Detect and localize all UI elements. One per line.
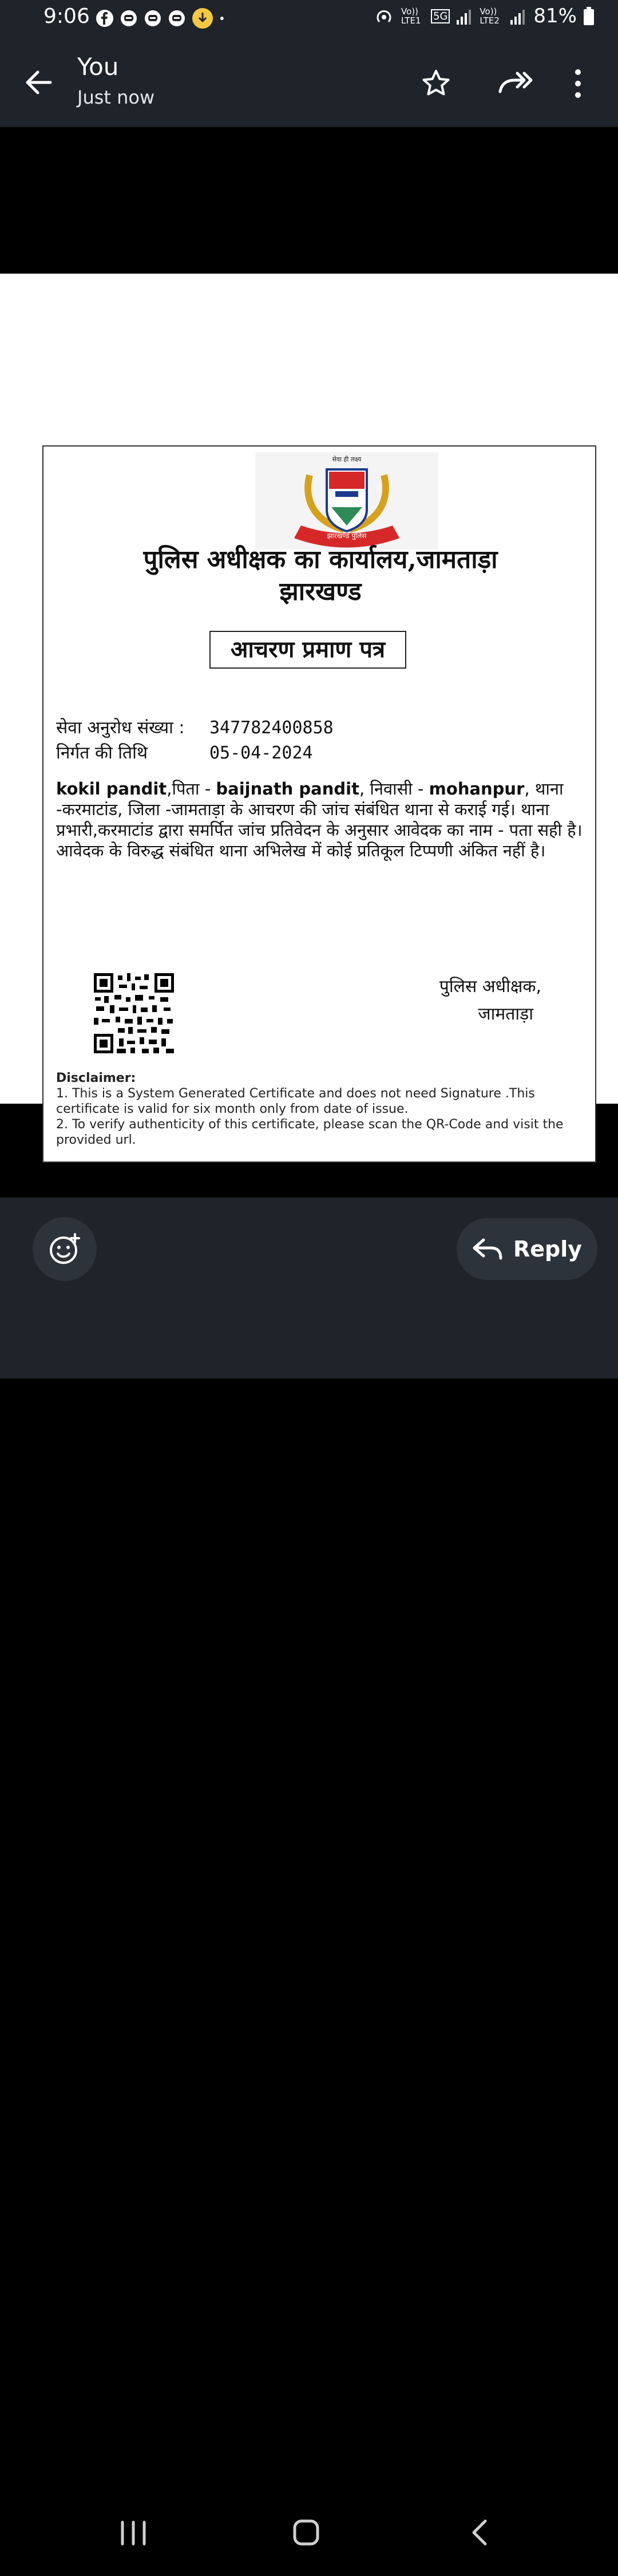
chat-bubble-icon <box>143 9 163 28</box>
father-name: baijnath pandit <box>216 779 359 799</box>
disclaimer-item-2: 2. To verify authenticity of this certificate, please scan the QR-Code and visit the provided url. <box>56 1117 564 1147</box>
recent-apps-icon[interactable] <box>113 2515 153 2550</box>
disclaimer-title: Disclaimer: <box>56 1071 136 1085</box>
star-icon[interactable] <box>419 66 453 101</box>
reply-icon <box>472 1236 504 1262</box>
back-nav-icon[interactable] <box>460 2515 500 2550</box>
jharkhand-police-emblem <box>255 452 438 550</box>
signatory-title: पुलिस अधीक्षक, <box>439 977 541 997</box>
body-rest: , थाना -करमाटांड, जिला -जामताड़ा के आचरण की जांच संबंधित थाना से कराई गई। थाना प्रभारी,करमाटांड द्वारा समर्पित जांच प्रतिवेदन के अनुसार आवेदक का नाम - पता सही है। आवेदक के विरुद्ध संबंधित थाना अभिलेख में कोई प्रतिकूल टिप्पणी अंकित नहीं है। <box>56 779 583 860</box>
add-reaction-button[interactable] <box>33 1217 97 1281</box>
home-icon[interactable] <box>286 2515 326 2550</box>
network-lte2: Vo)) LTE2 <box>480 6 500 26</box>
disclaimer <box>56 1070 571 1148</box>
reply-button[interactable] <box>457 1218 597 1280</box>
chat-bubble-icon <box>119 9 138 28</box>
office-heading <box>43 544 597 608</box>
certificate-frame <box>42 445 596 1163</box>
signatory <box>410 973 541 1028</box>
emblem-banner: झारखण्ड पुलिस <box>327 532 367 540</box>
add-reaction-icon <box>33 1217 97 1281</box>
certificate-image <box>0 274 618 1147</box>
network-5g: 5G <box>431 9 450 23</box>
facebook-icon <box>95 9 114 28</box>
chat-bubble-icon <box>167 9 187 28</box>
image-viewer[interactable] <box>0 127 618 1198</box>
signal-icon <box>509 6 528 26</box>
more-vert-icon[interactable] <box>566 66 589 101</box>
app-bar <box>0 37 618 127</box>
qr-code <box>94 973 174 1053</box>
certificate-meta <box>56 716 334 766</box>
issue-date: 05-04-2024 <box>209 743 313 763</box>
hotspot-icon <box>373 5 395 27</box>
back-arrow-icon[interactable] <box>22 65 56 100</box>
status-bar <box>0 0 618 37</box>
signal-icon <box>455 6 474 26</box>
resident-label: , निवासी - <box>359 779 429 799</box>
forward-all-icon[interactable] <box>496 66 536 101</box>
message-time: Just now <box>77 86 155 108</box>
request-label: सेवा अनुरोध संख्या : <box>56 718 185 738</box>
certificate-title: आचरण प्रमाण पत्र <box>209 631 406 669</box>
sender-info <box>77 53 154 108</box>
reply-label: Reply <box>513 1236 583 1262</box>
notification-icons <box>95 7 230 30</box>
signatory-place: जामताड़ा <box>478 1004 533 1024</box>
certificate-body <box>56 779 588 861</box>
dot-icon <box>219 9 230 28</box>
bottom-bar <box>0 1198 618 1378</box>
disclaimer-item-1: 1. This is a System Generated Certificate and does not need Signature .This certificate is valid for six month only from date of issue. <box>56 1086 535 1116</box>
date-label: निर्गत की तिथि <box>56 743 148 763</box>
download-badge-icon <box>191 7 214 30</box>
father-label: ,पिता - <box>167 779 216 799</box>
sender-name: You <box>77 53 119 81</box>
request-number: 347782400858 <box>209 718 334 738</box>
office-line-2: झारखण्ड <box>279 577 362 606</box>
status-time: 9:06 <box>43 5 90 28</box>
system-nav-bar <box>0 2491 618 2576</box>
status-right <box>373 5 595 27</box>
applicant-name: kokil pandit <box>56 779 167 799</box>
village-name: mohanpur <box>429 779 525 799</box>
battery-icon <box>583 6 595 26</box>
network-lte1: Vo)) LTE1 <box>401 6 421 26</box>
emblem-motto: सेवा ही लक्ष्य <box>332 456 362 463</box>
office-line-1: पुलिस अधीक्षक का कार्यालय,जामताड़ा <box>143 545 498 574</box>
battery-percent: 81% <box>533 5 577 27</box>
